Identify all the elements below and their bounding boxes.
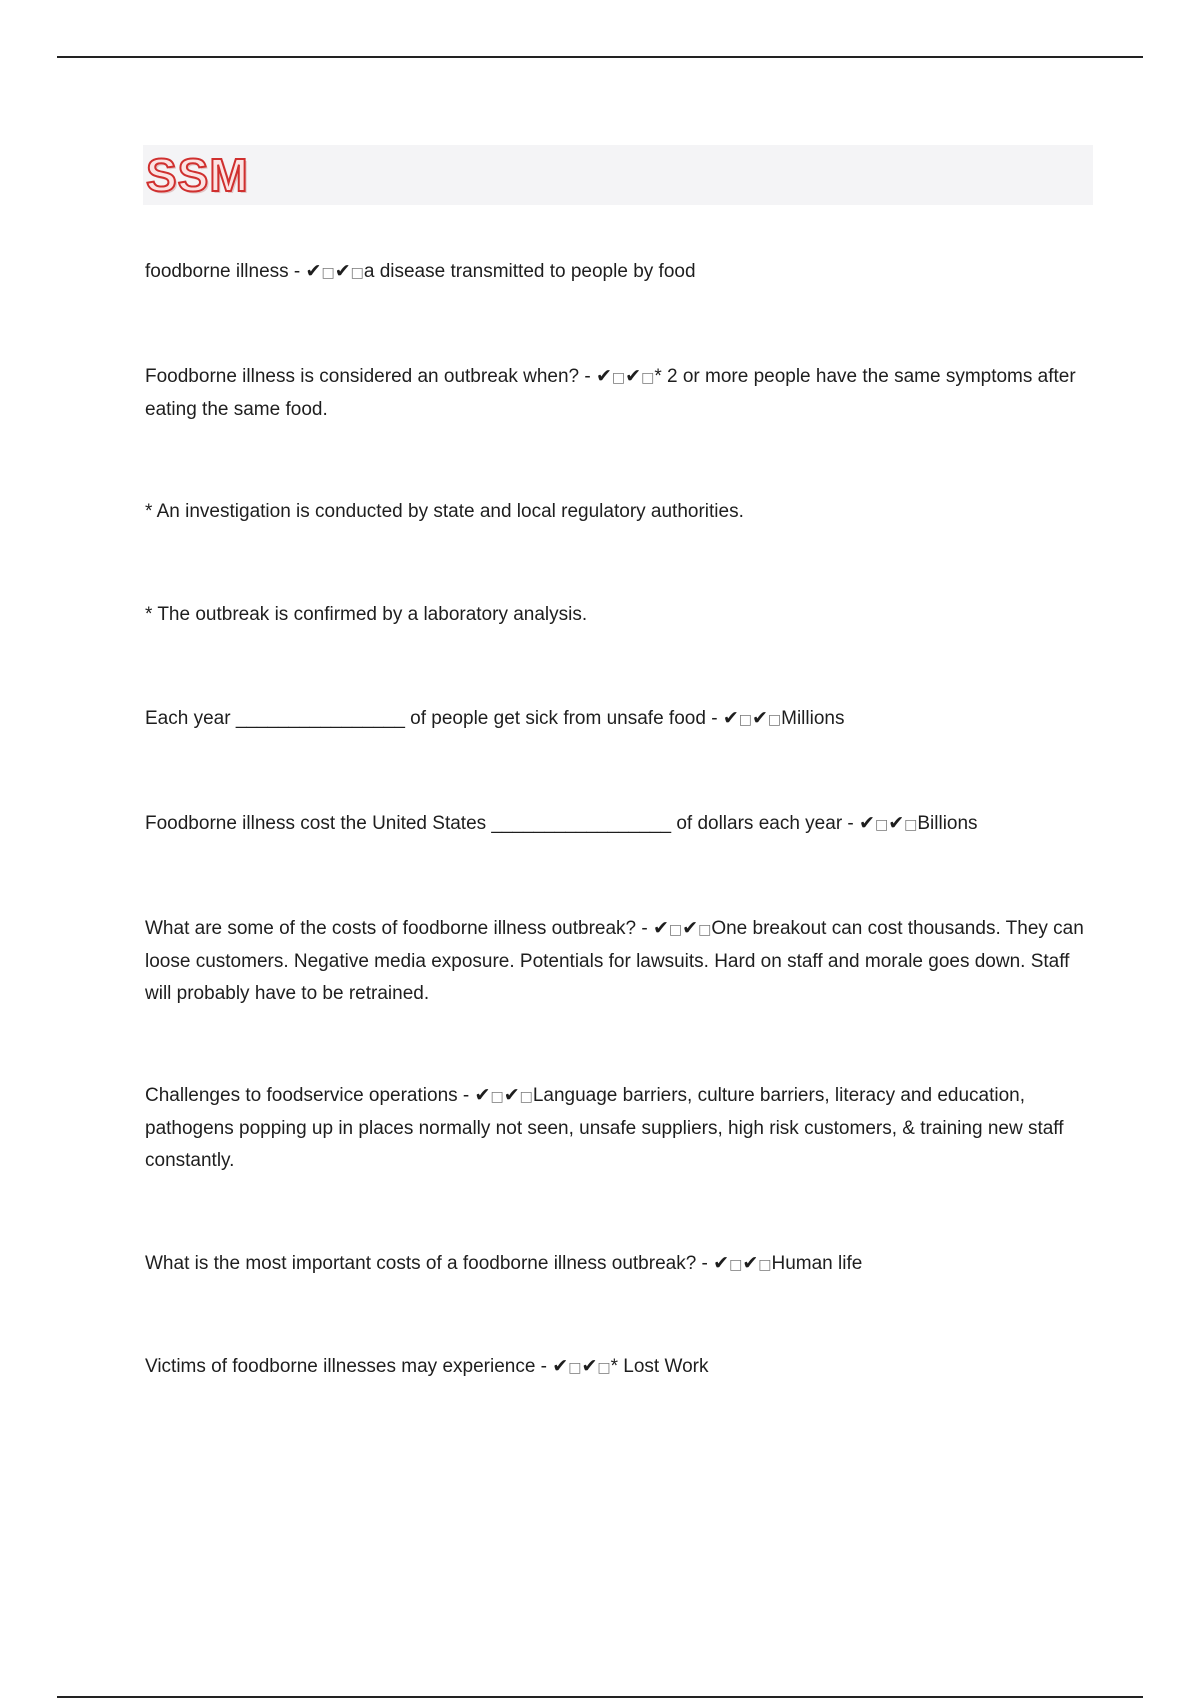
question-text: Challenges to foodservice operations: [145, 1085, 458, 1106]
bullet-text: * The outbreak is confirmed by a laboratory analysis.: [145, 604, 588, 625]
qa-entry: [145, 255, 1085, 289]
bottom-rule: [57, 1696, 1143, 1698]
check-icon: ✔: [625, 365, 642, 387]
box-icon: □: [611, 370, 626, 386]
question-text: What are some of the costs of foodborne illness outbreak?: [145, 918, 637, 939]
qa-entry: [145, 1247, 1085, 1281]
check-icon: ✔: [722, 707, 739, 729]
box-icon: □: [758, 1257, 772, 1273]
question-text: foodborne illness: [145, 261, 289, 282]
box-icon: □: [698, 922, 712, 938]
check-icon: ✔: [682, 917, 699, 939]
header-banner: [143, 145, 1093, 205]
box-icon: □: [350, 265, 364, 281]
qa-entry: [145, 360, 1085, 426]
box-icon: □: [568, 1360, 582, 1376]
question-text: Foodborne illness is considered an outbreak when?: [145, 366, 580, 387]
separator: -: [457, 1085, 475, 1106]
answer-text: Millions: [781, 708, 845, 729]
check-icon: ✔: [742, 1252, 759, 1274]
separator: -: [696, 1253, 714, 1274]
answer-text: One breakout can cost thousands. They can loose customers. Negative media exposure. Potentials for lawsuits. Hard on staff and morale goes down. Staff will probably have to be retrained.: [145, 918, 1084, 1004]
ssm-logo: SSM: [146, 149, 249, 201]
separator: -: [842, 813, 860, 834]
question-text: Victims of foodborne illnesses may experience: [145, 1356, 536, 1377]
top-rule: [57, 56, 1143, 58]
check-icon: ✔: [334, 260, 351, 282]
box-icon: □: [738, 712, 752, 728]
question-text: What is the most important costs of a foodborne illness outbreak?: [145, 1253, 697, 1274]
box-icon: □: [874, 817, 889, 833]
check-icon: ✔: [581, 1355, 598, 1377]
box-icon: □: [904, 817, 918, 833]
separator: -: [579, 366, 596, 387]
qa-entry: [145, 1079, 1085, 1177]
check-icon: ✔: [888, 812, 905, 834]
answer-text: a disease transmitted to people by food: [363, 261, 696, 282]
check-icon: ✔: [596, 365, 612, 387]
answer-text: Human life: [771, 1253, 863, 1274]
separator: -: [636, 918, 653, 939]
check-icon: ✔: [751, 707, 768, 729]
box-icon: □: [490, 1089, 504, 1105]
answer-text: * 2 or more people have the same symptoms after eating the same food.: [145, 366, 1076, 420]
check-icon: ✔: [859, 812, 875, 834]
check-icon: ✔: [474, 1084, 491, 1106]
qa-entry: [145, 807, 1085, 841]
box-icon: □: [597, 1360, 611, 1376]
bullet-entry: [145, 599, 1085, 631]
answer-text: * Lost Work: [610, 1356, 709, 1377]
box-icon: □: [641, 370, 655, 386]
separator: -: [535, 1356, 553, 1377]
separator: -: [288, 261, 306, 282]
question-text: Each year ________________ of people get sick from unsafe food: [145, 708, 706, 729]
box-icon: □: [767, 712, 782, 728]
qa-entry: [145, 1350, 1085, 1384]
bullet-text: * An investigation is conducted by state and local regulatory authorities.: [145, 501, 744, 522]
bullet-entry: [145, 496, 1085, 528]
separator: -: [705, 708, 723, 729]
check-icon: ✔: [713, 1252, 730, 1274]
check-icon: ✔: [653, 917, 669, 939]
answer-text: Billions: [917, 813, 978, 834]
box-icon: □: [519, 1089, 533, 1105]
check-icon: ✔: [552, 1355, 569, 1377]
qa-entry: [145, 912, 1085, 1010]
box-icon: □: [668, 922, 683, 938]
check-icon: ✔: [503, 1084, 520, 1106]
check-icon: ✔: [305, 260, 322, 282]
answer-text: Language barriers, culture barriers, literacy and education, pathogens popping up in places normally not seen, unsafe suppliers, high risk customers, & training new staff constantly.: [145, 1085, 1064, 1171]
box-icon: □: [321, 265, 335, 281]
question-text: Foodborne illness cost the United States _________________ of dollars each year: [145, 813, 843, 834]
box-icon: □: [729, 1257, 743, 1273]
qa-entry: [145, 702, 1085, 736]
